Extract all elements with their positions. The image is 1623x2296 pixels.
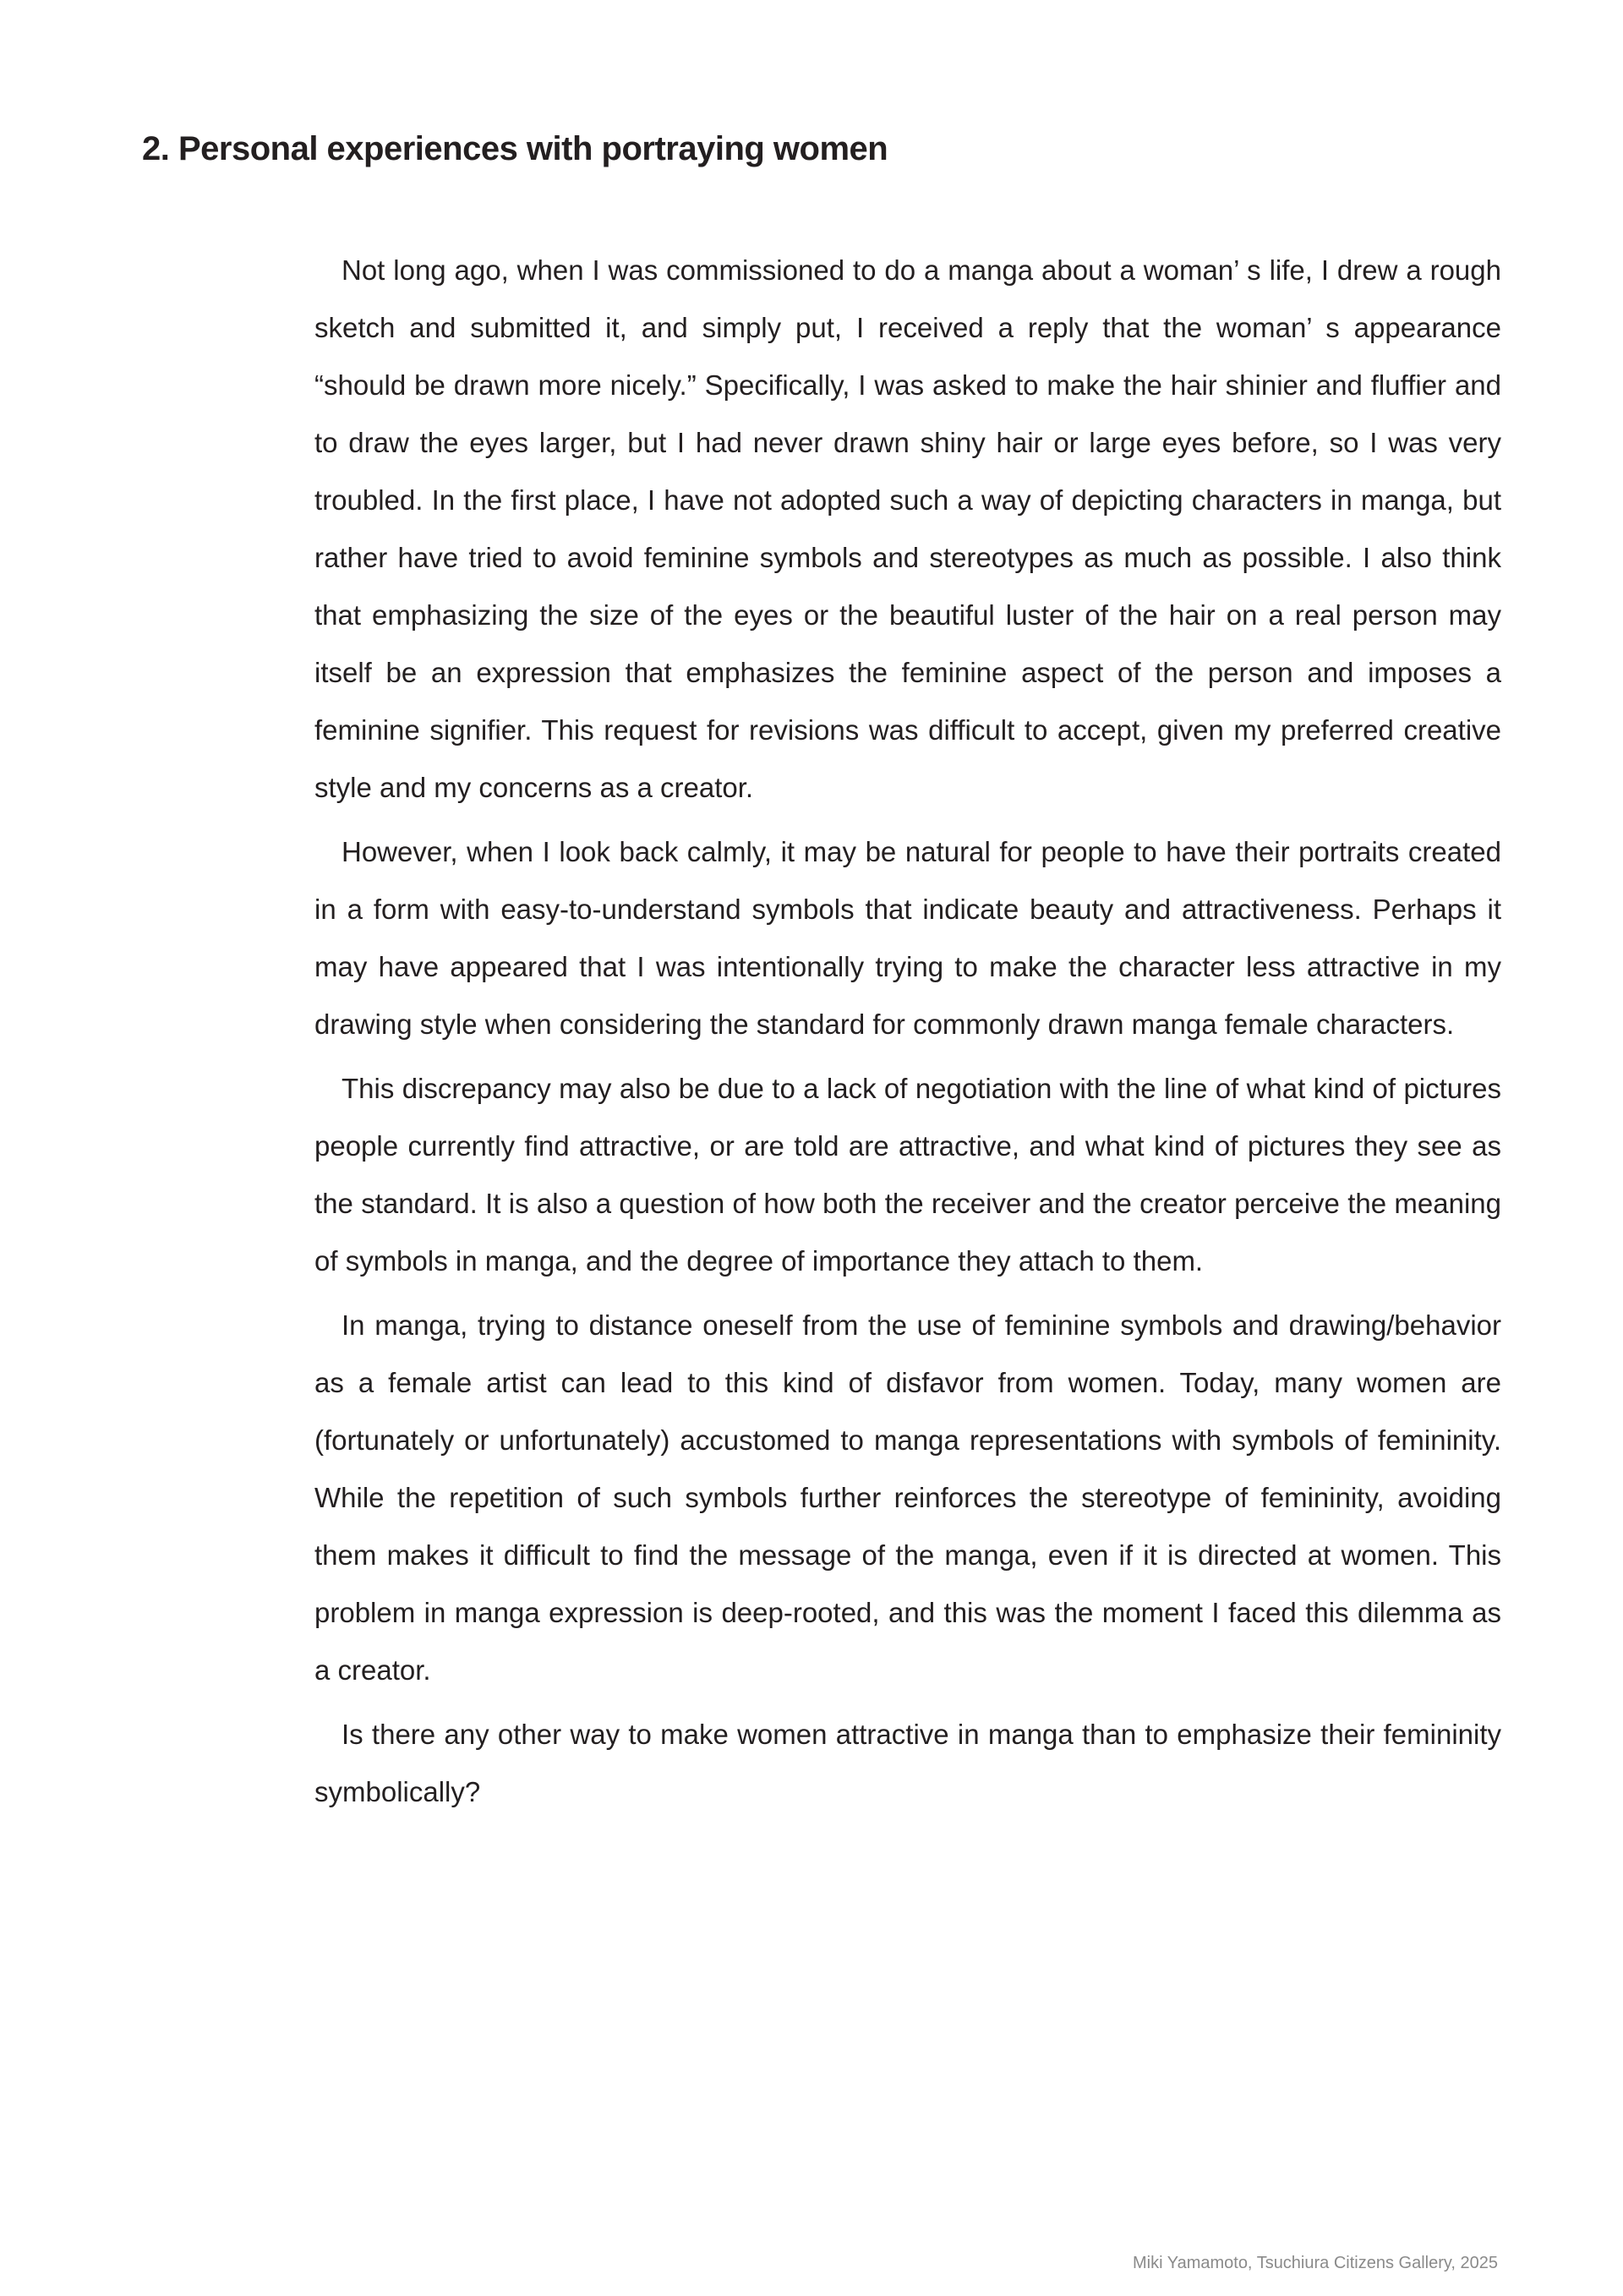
paragraph: Is there any other way to make women attractive in manga than to emphasize their femininity symbolically? bbox=[314, 1719, 1501, 1807]
page-footer: Miki Yamamoto, Tsuchiura Citizens Gallery, 2025 bbox=[1132, 2254, 1498, 2272]
paragraph: In manga, trying to distance oneself from the use of feminine symbols and drawing/behavior as a female artist can lead to this kind of disfavor from women. Today, many women are (fortunately or unfortunately) accustomed to manga representations with symbols of femininity. While the repetition of such symbols further reinforces the stereotype of femininity, avoiding them makes it difficult to find the message of the manga, even if it is directed at women. This problem in manga expression is deep-rooted, and this was the moment I faced this dilemma as a creator. bbox=[314, 1309, 1501, 1686]
paragraph: Not long ago, when I was commissioned to do a manga about a woman’ s life, I drew a rough sketch and submitted it, and simply put, I received a reply that the woman’ s appearance “should be drawn more nicely.” Specifically, I was asked to make the hair shinier and fluffier and to draw the eyes larger, but I had never drawn shiny hair or large eyes before, so I was very troubled. In the first place, I have not adopted such a way of depicting characters in manga, but rather have tried to avoid feminine symbols and stereotypes as much as possible. I also think that emphasizing the size of the eyes or the beautiful luster of the hair on a real person may itself be an expression that emphasizes the feminine aspect of the person and imposes a feminine signifier. This request for revisions was difficult to accept, given my preferred creative style and my concerns as a creator. bbox=[314, 254, 1501, 803]
section-heading: 2. Personal experiences with portraying women bbox=[142, 130, 888, 167]
body-text bbox=[314, 242, 1501, 1828]
paragraph: However, when I look back calmly, it may be natural for people to have their portraits created in a form with easy-to-understand symbols that indicate beauty and attractiveness. Perhaps it may have appeared that I was intentionally trying to make the character less attractive in my drawing style when considering the standard for commonly drawn manga female characters. bbox=[314, 836, 1501, 1040]
paragraph: This discrepancy may also be due to a lack of negotiation with the line of what kind of pictures people currently find attractive, or are told are attractive, and what kind of pictures they see as the standard. It is also a question of how both the receiver and the creator perceive the meaning of symbols in manga, and the degree of importance they attach to them. bbox=[314, 1073, 1501, 1276]
